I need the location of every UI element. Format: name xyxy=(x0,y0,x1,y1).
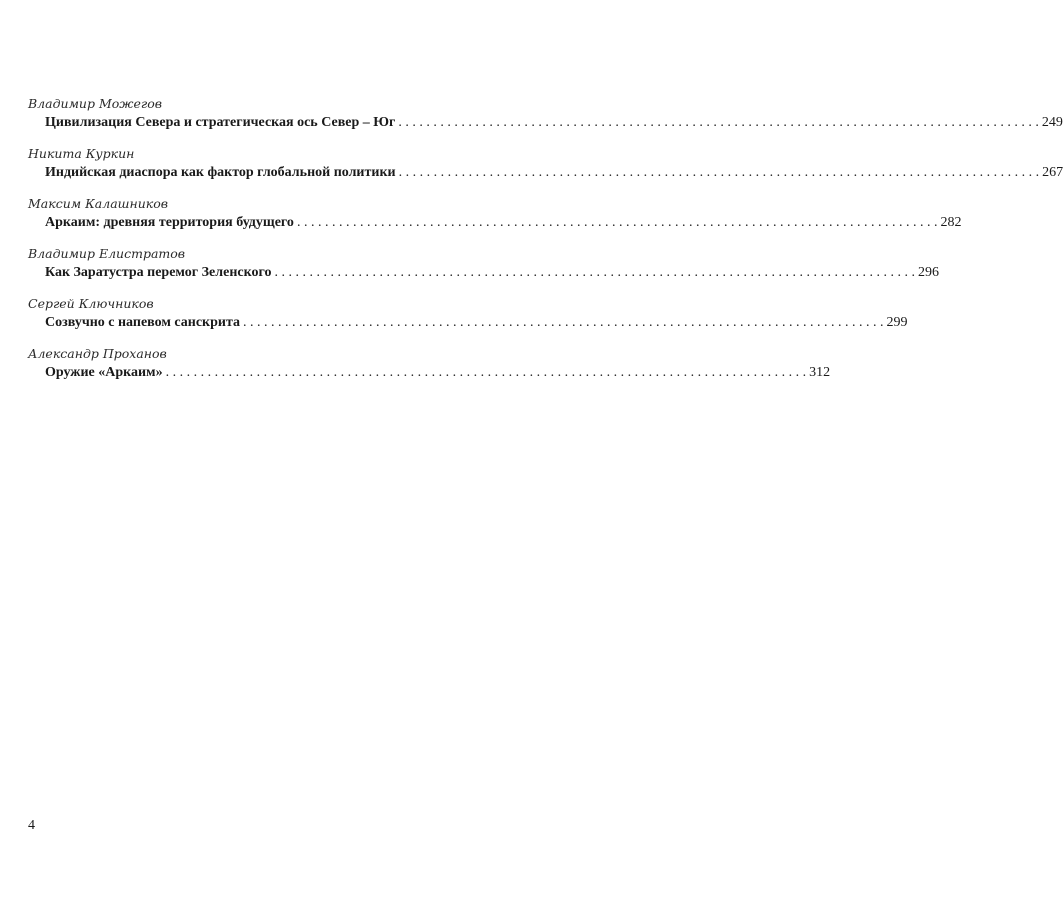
toc-title: Индийская диаспора как фактор глобальной политики xyxy=(45,165,396,180)
page-number: 4 xyxy=(28,818,35,833)
toc-author: Владимир Можегов xyxy=(28,96,163,111)
toc-title: Аркаим: древняя территория будущего xyxy=(45,215,294,230)
toc-line xyxy=(45,112,1063,133)
toc-leader-dots xyxy=(398,112,1039,133)
toc-page-number: 299 xyxy=(886,315,908,330)
toc-author: Сергей Ключников xyxy=(28,296,154,311)
toc-entry xyxy=(28,346,831,383)
toc-line xyxy=(45,362,831,383)
toc-leader-dots xyxy=(399,162,1040,183)
toc-page-number: 267 xyxy=(1042,165,1063,180)
toc-entry xyxy=(28,96,1063,133)
toc-line xyxy=(45,162,1063,183)
toc-page-number: 312 xyxy=(809,365,831,380)
toc-entry xyxy=(28,296,908,333)
toc-author: Максим Калашников xyxy=(28,196,169,211)
toc-title: Созвучно с напевом санскрита xyxy=(45,315,241,330)
toc-title: Как Заратустра перемог Зеленского xyxy=(45,265,272,280)
toc-line xyxy=(45,312,908,333)
toc-title: Цивилизация Севера и стратегическая ось Север – Юг xyxy=(45,115,396,130)
toc-leader-dots xyxy=(166,362,807,383)
toc-entry xyxy=(28,246,939,283)
toc-entry xyxy=(28,196,962,233)
toc-line xyxy=(45,262,939,283)
toc-page-number: 282 xyxy=(940,215,962,230)
toc-page-number: 296 xyxy=(918,265,939,280)
toc-author: Владимир Елистратов xyxy=(28,246,186,261)
toc-title: Оружие «Аркаим» xyxy=(45,365,163,380)
toc-entry xyxy=(28,146,1063,183)
toc-author: Никита Куркин xyxy=(28,146,135,161)
toc-leader-dots xyxy=(297,212,938,233)
toc-leader-dots xyxy=(243,312,884,333)
toc-author: Александр Проханов xyxy=(28,346,167,361)
toc-leader-dots xyxy=(275,262,916,283)
table-of-contents xyxy=(28,96,1063,396)
toc-line xyxy=(45,212,962,233)
toc-page-number: 249 xyxy=(1041,115,1063,130)
